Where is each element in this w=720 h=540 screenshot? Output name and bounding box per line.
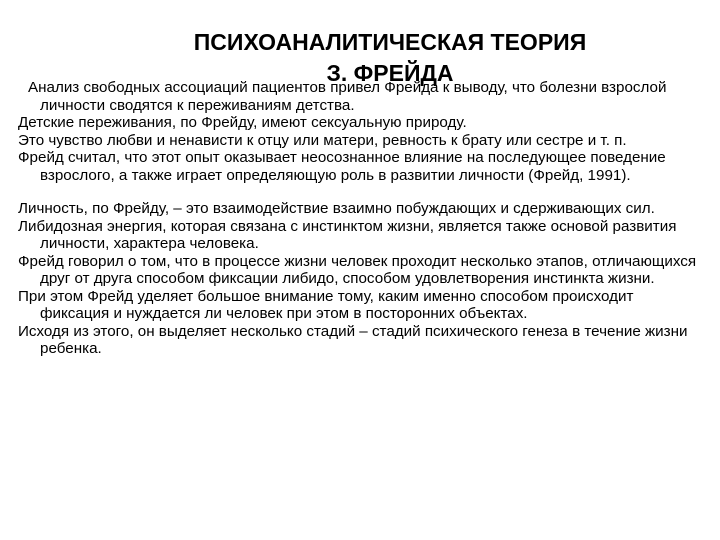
paragraph-gap	[18, 184, 700, 200]
paragraph: Фрейд говорил о том, что в процессе жизни человек проходит несколько этапов, отличающихся друг от друга способом фиксации либидо, способом удовлетворения инстинкта жизни.	[18, 252, 697, 287]
paragraph: Либидозная энергия, которая связана с инстинктом жизни, является также основой развития личности, характера человека.	[18, 217, 677, 252]
slide-body	[18, 79, 700, 358]
paragraph: Анализ свободных ассоциаций пациентов привел Фрейда к выводу, что болезни взрослой личности сводятся к переживаниям детства.	[28, 79, 667, 114]
title-line-1: ПСИХОАНАЛИТИЧЕСКАЯ ТЕОРИЯ	[193, 29, 587, 56]
title-line-2: З. ФРЕЙДА	[326, 60, 454, 87]
paragraph: Личность, по Фрейду, – это взаимодействие взаимно побуждающих и сдерживающих сил.	[18, 200, 655, 217]
paragraph: Это чувство любви и ненависти к отцу или матери, ревность к брату или сестре и т. п.	[18, 131, 627, 149]
paragraph: При этом Фрейд уделяет большое внимание тому, каким именно способом происходит фиксация и нуждается ли человек при этом в посторонних объектах.	[18, 287, 634, 322]
paragraph: Исходя из этого, он выделяет несколько стадий – стадий психического генеза в течение жизни ребенка.	[18, 322, 688, 357]
paragraph: Детские переживания, по Фрейду, имеют сексуальную природу.	[18, 114, 467, 131]
paragraph: Фрейд считал, что этот опыт оказывает неосознанное влияние на последующее поведение взрослого, а также играет определяющую роль в развитии личности (Фрейд, 1991).	[18, 149, 666, 184]
